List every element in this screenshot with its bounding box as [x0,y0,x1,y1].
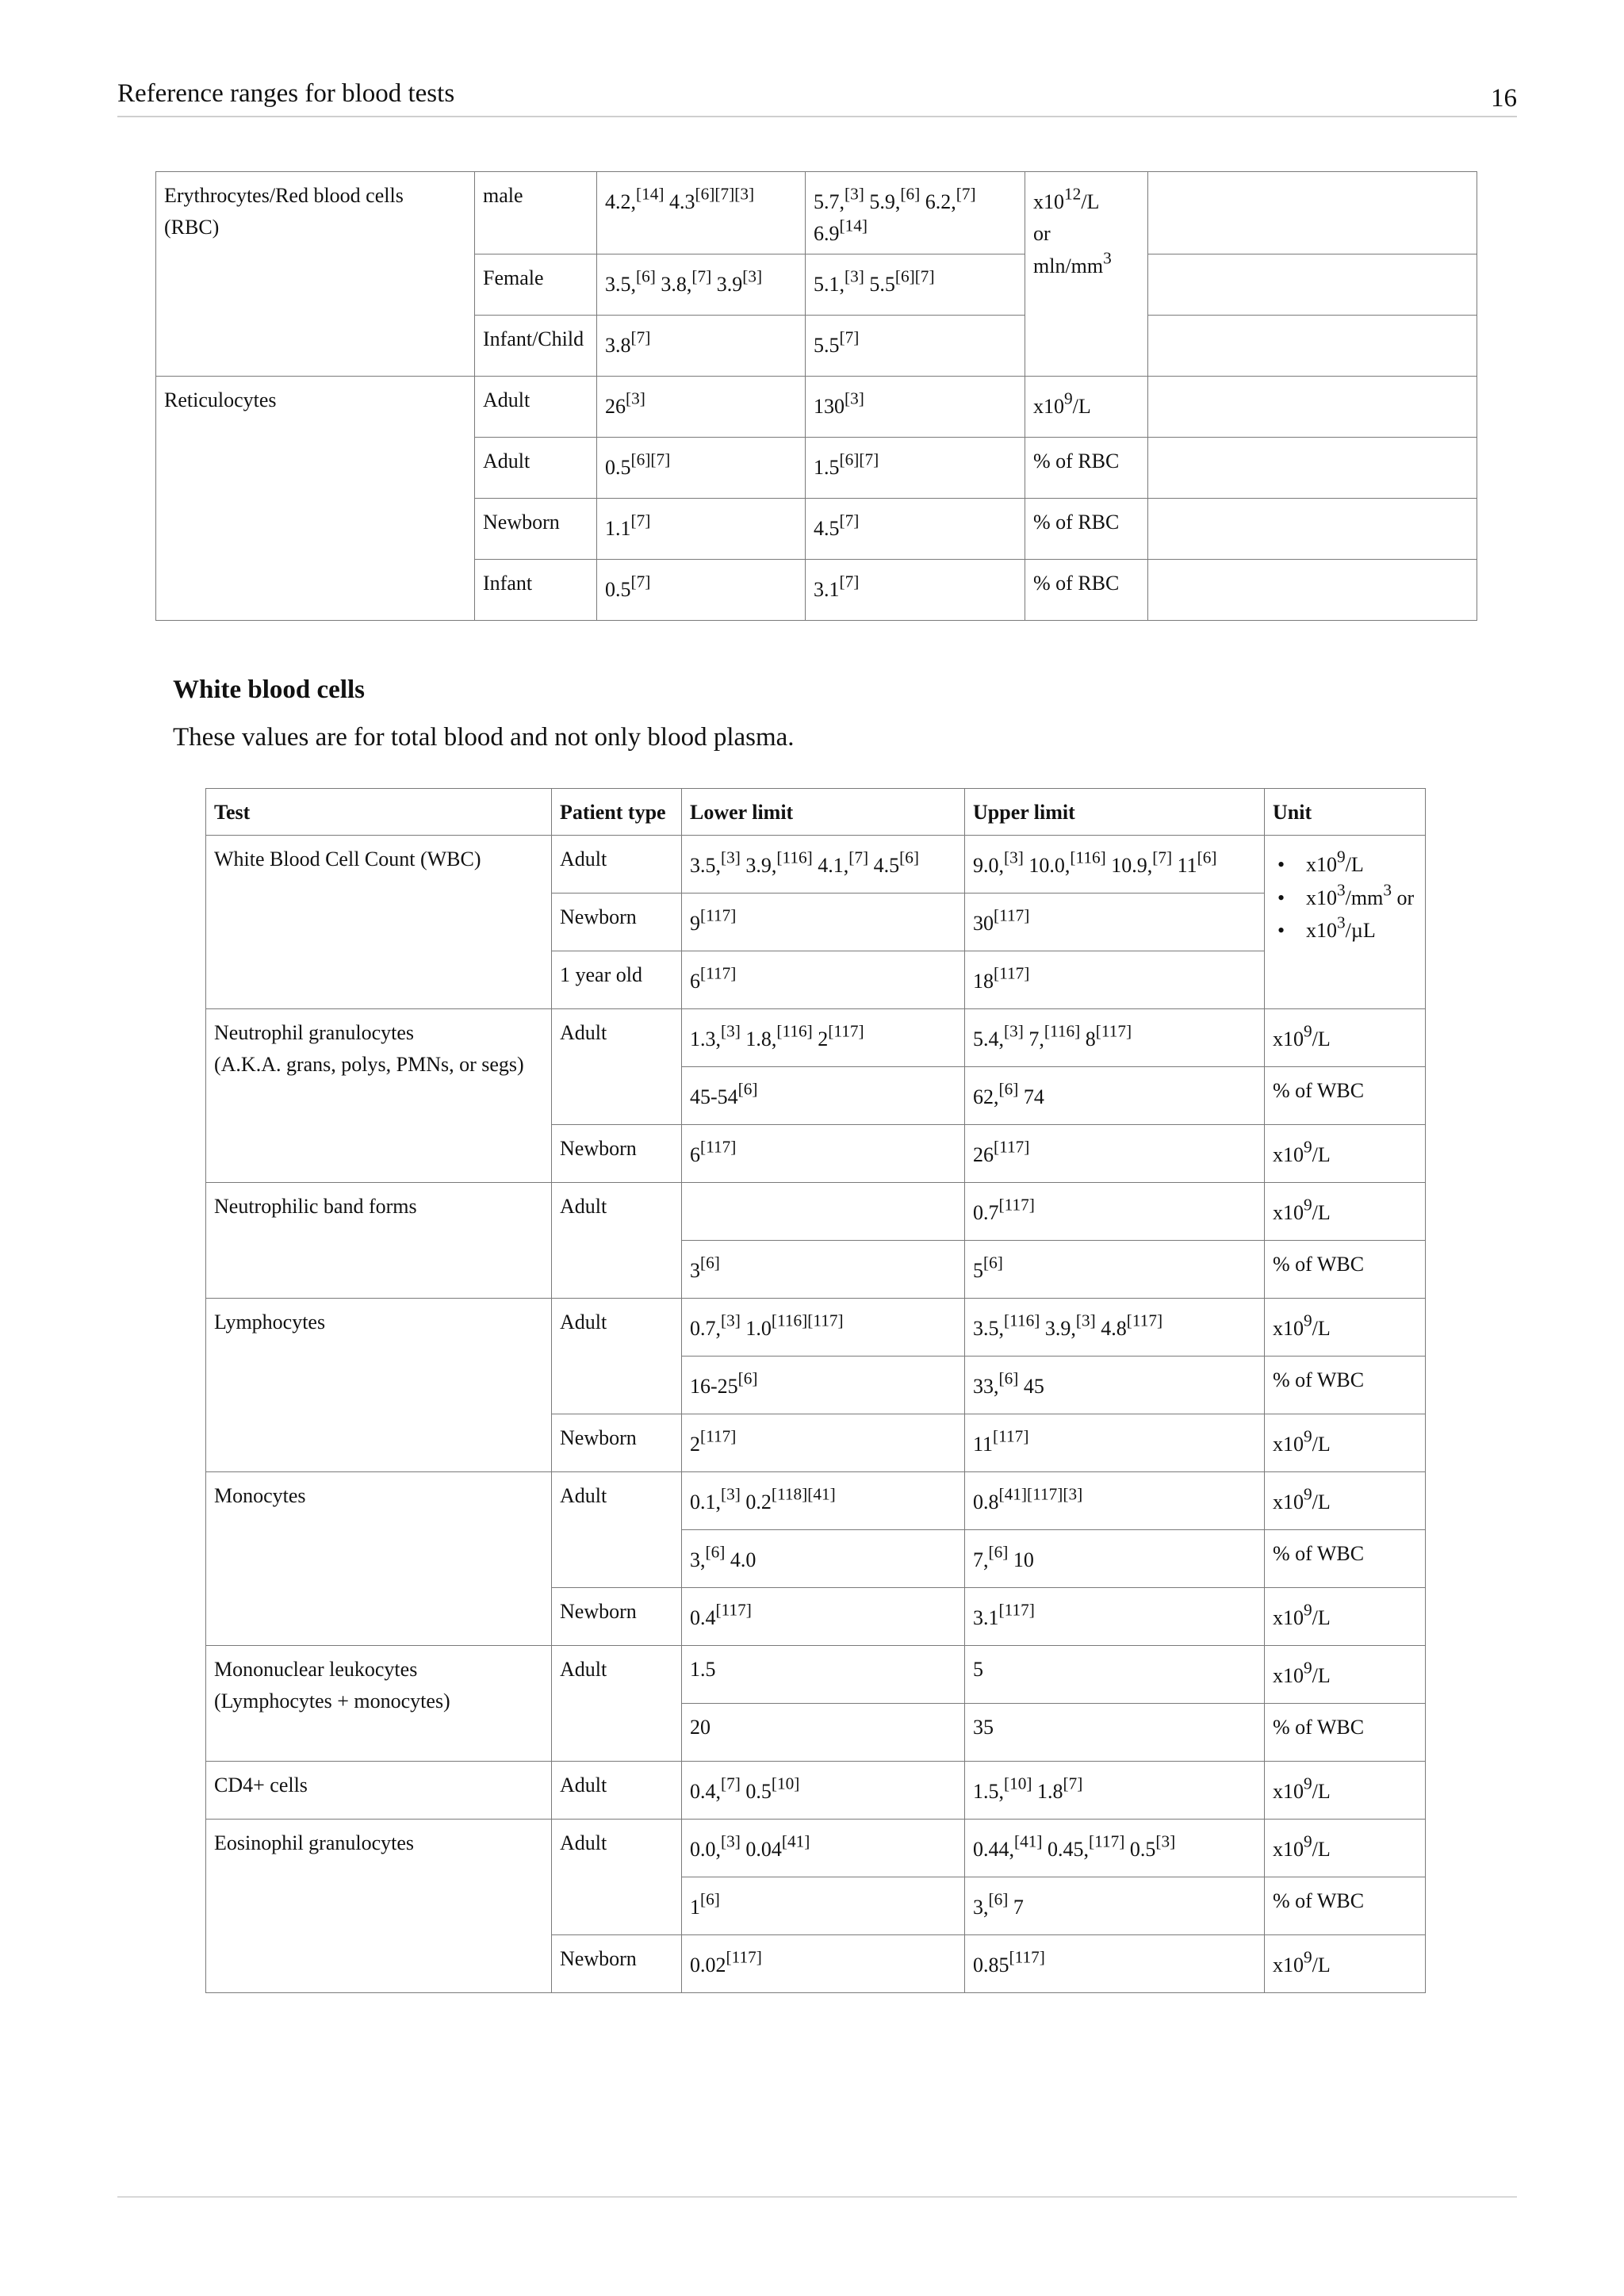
unit-cell: $x10^9/L$ [1265,1125,1426,1183]
test-name: Erythrocytes/Red blood cells [164,184,404,207]
lower-limit-cell: 0.5[6][7] [597,437,806,498]
unit-cell: % of WBC [1265,1357,1426,1414]
unit-cell: $x10^9/L$ [1265,1299,1426,1357]
unit-cell: $x10^9/L$ [1265,1935,1426,1993]
table-row [206,1820,1426,1877]
notes-cell [1148,376,1477,437]
lower-limit-cell: 16-25[6] [682,1357,965,1414]
unit-cell: % of RBC [1025,559,1148,620]
unit-cell: % of WBC [1265,1067,1426,1125]
table-row [156,376,1477,437]
patient-type-cell: Newborn [552,1588,682,1646]
lower-limit-cell: 0.1,[3] 0.2[118][41] [682,1472,965,1530]
test-name-note: (A.K.A. grans, polys, PMNs, or segs) [214,1053,524,1077]
page-header [117,78,1517,117]
test-name: Mononuclear leukocytes [214,1658,418,1681]
patient-type-cell: Adult [552,1646,682,1762]
unit-cell: $x10^9/L$ [1265,1009,1426,1067]
table-row [206,1183,1426,1241]
footer-divider [117,2196,1517,2198]
lower-limit-cell: 6[117] [682,1125,965,1183]
upper-limit-cell: 11[117] [965,1414,1265,1472]
patient-type-cell: Newborn [552,894,682,951]
test-name-cell: Lymphocytes [206,1299,552,1472]
rbc-reticulocyte-table [155,171,1477,621]
patient-type-cell: Adult [552,1299,682,1414]
upper-limit-cell: 3.1[117] [965,1588,1265,1646]
column-header-upper-limit: Upper limit [965,789,1265,836]
patient-type-cell: Adult [552,1009,682,1125]
column-header-lower-limit: Lower limit [682,789,965,836]
notes-cell [1148,172,1477,254]
patient-type-cell: Newborn [552,1935,682,1993]
table-row [206,1472,1426,1530]
upper-limit-cell: 130[3] [806,376,1025,437]
patient-type-cell: Newborn [552,1414,682,1472]
test-name-cell: Monocytes [206,1472,552,1646]
notes-cell [1148,437,1477,498]
section-heading: White blood cells [173,675,366,704]
table-row [206,1762,1426,1820]
lower-limit-cell: 6[117] [682,951,965,1009]
unit-cell: % of WBC [1265,1530,1426,1588]
test-name-cell: Reticulocytes [156,376,475,620]
upper-limit-cell: 5.4,[3] 7,[116] 8[117] [965,1009,1265,1067]
patient-type-cell: Infant [475,559,597,620]
unit-cell: % of RBC [1025,437,1148,498]
test-name-cell: CD4+ cells [206,1762,552,1820]
column-header-unit: Unit [1265,789,1426,836]
upper-limit-cell: 5.5[7] [806,315,1025,376]
upper-limit-cell: 18[117] [965,951,1265,1009]
patient-type-cell: male [475,172,597,254]
lower-limit-cell: 0.4[117] [682,1588,965,1646]
lower-limit-cell: 3.5,[3] 3.9,[116] 4.1,[7] 4.5[6] [682,836,965,894]
lower-limit-cell: 20 [682,1704,965,1762]
test-name-note: (Lymphocytes + monocytes) [214,1689,450,1713]
upper-limit-cell: 0.8[41][117][3] [965,1472,1265,1530]
test-name-cell [156,172,475,377]
upper-limit-cell: 0.7[117] [965,1183,1265,1241]
upper-limit-cell: 3.5,[116] 3.9,[3] 4.8[117] [965,1299,1265,1357]
unit-cell: % of WBC [1265,1704,1426,1762]
notes-cell [1148,254,1477,315]
patient-type-cell: Adult [475,376,597,437]
unit-cell: % of RBC [1025,498,1148,559]
patient-type-cell: Infant/Child [475,315,597,376]
lower-limit-cell: 0.4,[7] 0.5[10] [682,1762,965,1820]
test-name-cell: White Blood Cell Count (WBC) [206,836,552,1009]
unit-cell: $x10^9/L$ [1265,1183,1426,1241]
table-row [156,172,1477,254]
lower-limit-cell: 26[3] [597,376,806,437]
unit-cell: $x10^9/L$ [1265,1588,1426,1646]
lower-limit-cell: 0.7,[3] 1.0[116][117] [682,1299,965,1357]
test-name-note: (RBC) [164,216,220,239]
upper-limit-cell: 1.5[6][7] [806,437,1025,498]
unit-cell: % of WBC [1265,1241,1426,1299]
upper-limit-cell: 26[117] [965,1125,1265,1183]
upper-limit-cell: 5[6] [965,1241,1265,1299]
patient-type-cell: Adult [475,437,597,498]
patient-type-cell: Newborn [552,1125,682,1183]
page-title: Reference ranges for blood tests [117,79,455,108]
test-name-cell [206,1009,552,1183]
upper-limit-cell: 62,[6] 74 [965,1067,1265,1125]
lower-limit-cell: 3,[6] 4.0 [682,1530,965,1588]
unit-cell: $x10^9/L$ [1265,1762,1426,1820]
column-header-test: Test [206,789,552,836]
section-note: These values are for total blood and not only blood plasma. [173,723,795,752]
table-header-row [206,789,1426,836]
lower-limit-cell: 1.1[7] [597,498,806,559]
test-name-cell: Eosinophil granulocytes [206,1820,552,1993]
upper-limit-cell: 5.1,[3] 5.5[6][7] [806,254,1025,315]
unit-cell: $x10^9/L$ [1265,1414,1426,1472]
unit-cell: $x10^9/L$ [1265,1472,1426,1530]
lower-limit-cell: 3.5,[6] 3.8,[7] 3.9[3] [597,254,806,315]
notes-cell [1148,315,1477,376]
lower-limit-cell: 4.2,[14] 4.3[6][7][3] [597,172,806,254]
unit-cell: $x10^{12}/L$ or mln/$mm^3$ [1025,172,1148,377]
lower-limit-cell: 1.5 [682,1646,965,1704]
lower-limit-cell: 45-54[6] [682,1067,965,1125]
patient-type-cell: Adult [552,1183,682,1299]
patient-type-cell: Adult [552,1762,682,1820]
lower-limit-cell: 1[6] [682,1877,965,1935]
unit-cell: $x10^9/L$ [1025,376,1148,437]
lower-limit-cell: 9[117] [682,894,965,951]
upper-limit-cell: 7,[6] 10 [965,1530,1265,1588]
table-row [206,1009,1426,1067]
upper-limit-cell: 35 [965,1704,1265,1762]
column-header-patient-type: Patient type [552,789,682,836]
upper-limit-cell: 9.0,[3] 10.0,[116] 10.9,[7] 11[6] [965,836,1265,894]
table-row [206,836,1426,894]
lower-limit-cell: 0.02[117] [682,1935,965,1993]
patient-type-cell: Newborn [475,498,597,559]
test-name-cell [206,1646,552,1762]
lower-limit-cell: 2[117] [682,1414,965,1472]
patient-type-cell: Adult [552,1820,682,1935]
lower-limit-cell: 1.3,[3] 1.8,[116] 2[117] [682,1009,965,1067]
upper-limit-cell: 0.85[117] [965,1935,1265,1993]
page-number: 16 [1491,84,1517,113]
lower-limit-cell: 0.5[7] [597,559,806,620]
upper-limit-cell: 1.5,[10] 1.8[7] [965,1762,1265,1820]
upper-limit-cell: 33,[6] 45 [965,1357,1265,1414]
test-name-cell: Neutrophilic band forms [206,1183,552,1299]
upper-limit-cell: 3,[6] 7 [965,1877,1265,1935]
table-row [206,1646,1426,1704]
lower-limit-cell: 3.8[7] [597,315,806,376]
patient-type-cell: Adult [552,836,682,894]
upper-limit-cell: 3.1[7] [806,559,1025,620]
notes-cell [1148,498,1477,559]
upper-limit-cell: 5 [965,1646,1265,1704]
patient-type-cell: Adult [552,1472,682,1588]
test-name: Neutrophil granulocytes [214,1021,414,1044]
white-blood-cell-table [205,788,1426,1993]
upper-limit-cell: 5.7,[3] 5.9,[6] 6.2,[7] 6.9[14] [806,172,1025,254]
upper-limit-cell: 0.44,[41] 0.45,[117] 0.5[3] [965,1820,1265,1877]
upper-limit-cell: 4.5[7] [806,498,1025,559]
patient-type-cell: 1 year old [552,951,682,1009]
lower-limit-cell: 0.0,[3] 0.04[41] [682,1820,965,1877]
unit-list: • $x10^9/L$ • $x10^3/mm^3$ or • $x10^3/\mu L$ [1273,844,1417,947]
upper-limit-cell: 30[117] [965,894,1265,951]
notes-cell [1148,559,1477,620]
lower-limit-cell [682,1183,965,1241]
unit-cell: $x10^9/L$ [1265,1820,1426,1877]
unit-cell [1265,836,1426,1009]
patient-type-cell: Female [475,254,597,315]
unit-cell: $x10^9/L$ [1265,1646,1426,1704]
table-row [206,1299,1426,1357]
lower-limit-cell: 3[6] [682,1241,965,1299]
unit-cell: % of WBC [1265,1877,1426,1935]
